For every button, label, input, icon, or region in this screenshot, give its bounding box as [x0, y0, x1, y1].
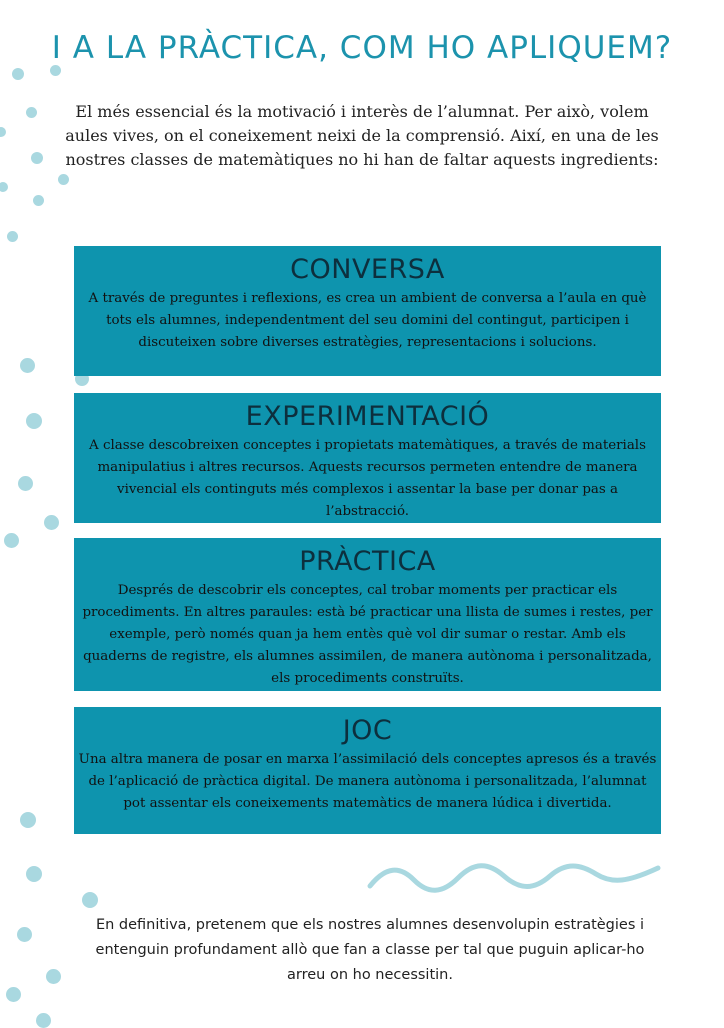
section-card-experimentacio: [74, 393, 661, 523]
decorative-dot: [0, 127, 6, 137]
section-heading: EXPERIMENTACIÓ: [245, 401, 490, 432]
decorative-dot: [20, 812, 36, 828]
decorative-dot: [18, 476, 33, 491]
decorative-dot: [26, 107, 37, 118]
section-text: Després de descobrir els conceptes, cal trobar moments per practicar els procediments. En altres paraules: està bé practicar una llista de sumes i restes, per exemple, però només quan ja hem entès què vol dir sumar o restar. Amb els quaderns de registre, els alumnes assimilen, de manera autònoma i personalitzada, els procediments construïts.: [82, 583, 653, 686]
closing-paragraph: En definitiva, pretenem que els nostres alumnes desenvolupin estratègies i entenguin profundament allò que fan a classe per tal que puguin aplicar-ho arreu on ho necessitin.: [95, 917, 645, 983]
decorative-dot: [44, 515, 59, 530]
section-heading: PRÀCTICA: [299, 546, 436, 577]
decorative-dot: [36, 1013, 51, 1028]
section-card-joc: [74, 707, 661, 834]
decorative-dot: [33, 195, 44, 206]
decorative-dot: [31, 152, 43, 164]
decorative-dot: [20, 358, 35, 373]
section-text: Una altra manera de posar en marxa l’assimilació dels conceptes apresos és a través de l’aplicació de pràctica digital. De manera autònoma i personalitzada, l’alumnat pot assentar els coneixements matemàtics de manera lúdica i divertida.: [78, 752, 657, 811]
decorative-dot: [7, 231, 18, 242]
decorative-wave: [366, 858, 666, 894]
decorative-dot: [26, 413, 42, 429]
section-card-conversa: [74, 246, 661, 376]
section-heading: CONVERSA: [290, 254, 445, 285]
page-title: I A LA PRÀCTICA, COM HO APLIQUEM?: [51, 30, 673, 66]
section-heading: JOC: [342, 715, 393, 746]
decorative-dot: [17, 927, 32, 942]
decorative-dot: [0, 182, 8, 192]
section-text: A classe descobreixen conceptes i propietats matemàtiques, a través de materials manipulatius i altres recursos. Aquests recursos permeten entendre de manera vivencial els continguts més complexos i assentar la base per donar pas a l’abstracció.: [89, 438, 646, 519]
intro-paragraph: El més essencial és la motivació i interès de l’alumnat. Per això, volem aules vives, on el coneixement neixi de la comprensió. Així, en una de les nostres classes de matemàtiques no hi han de faltar aquests ingredients:: [65, 102, 659, 169]
decorative-dot: [26, 866, 42, 882]
decorative-dot: [12, 68, 24, 80]
section-card-practica: [74, 538, 661, 691]
decorative-dot: [50, 65, 61, 76]
section-text: A través de preguntes i reflexions, es crea un ambient de conversa a l’aula en què tots els alumnes, independentment del seu domini del contingut, participen i discuteixen sobre diverses estratègies, representacions i solucions.: [88, 291, 647, 350]
decorative-dot: [58, 174, 69, 185]
decorative-dot: [82, 892, 98, 908]
decorative-dot: [6, 987, 21, 1002]
decorative-dot: [46, 969, 61, 984]
decorative-dot: [4, 533, 19, 548]
